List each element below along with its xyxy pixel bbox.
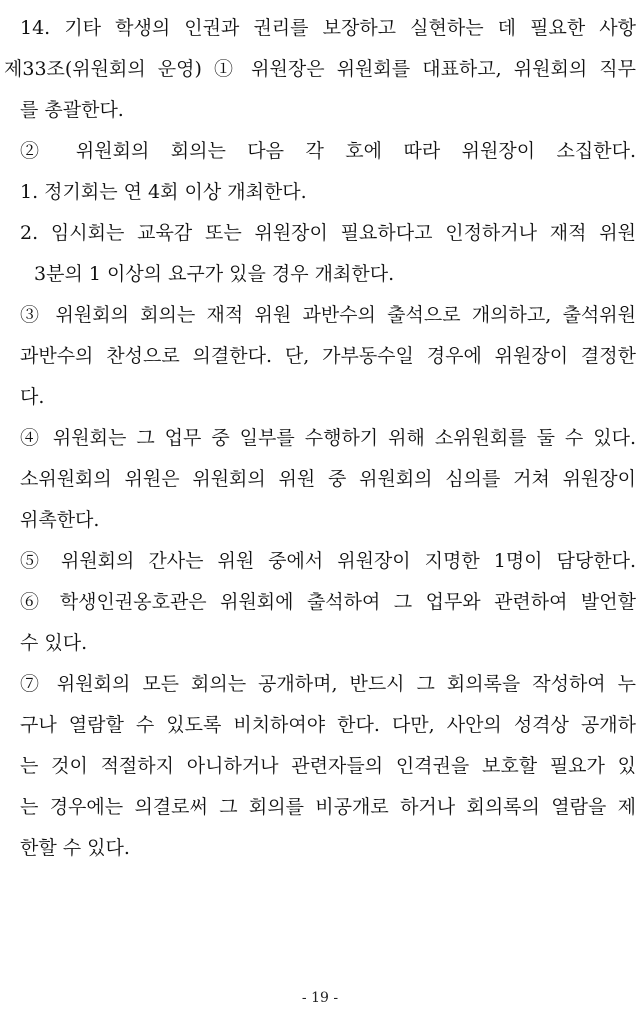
item-2-line-1: 2. 임시회는 교육감 또는 위원장이 필요하다고 인정하거나 재적 위원 <box>20 222 636 244</box>
item-14-line: 14. 기타 학생의 인권과 권리를 보장하고 실현하는 데 필요한 사항 <box>20 17 636 39</box>
paragraph-3-line-1: ③ 위원회의 회의는 재적 위원 과반수의 출석으로 개의하고, 출석위원 <box>20 304 636 326</box>
paragraph-3-line-2: 과반수의 찬성으로 의결한다. 단, 가부동수일 경우에 위원장이 결정한 <box>20 345 636 367</box>
paragraph-4-line-1: ④ 위원회는 그 업무 중 일부를 수행하기 위해 소위원회를 둘 수 있다. <box>20 427 636 449</box>
paragraph-7-line-1: ⑦ 위원회의 모든 회의는 공개하며, 반드시 그 회의록을 작성하여 누 <box>20 673 636 695</box>
paragraph-7-line-5: 한할 수 있다. <box>20 837 130 859</box>
paragraph-4-line-2: 소위원회의 위원은 위원회의 위원 중 위원회의 심의를 거쳐 위원장이 <box>20 468 636 490</box>
paragraph-7-line-3: 는 것이 적절하지 아니하거나 관련자들의 인격권을 보호할 필요가 있 <box>20 755 636 777</box>
article-33-line-1: 제33조(위원회의 운영) ① 위원장은 위원회를 대표하고, 위원회의 직무 <box>4 58 636 80</box>
page-number: - 19 - <box>301 990 339 1006</box>
article-33-line-2: 를 총괄한다. <box>20 99 124 121</box>
paragraph-2-line-1: ② 위원회의 회의는 다음 각 호에 따라 위원장이 소집한다. <box>20 140 636 162</box>
paragraph-5-line-1: ⑤ 위원회의 간사는 위원 중에서 위원장이 지명한 1명이 담당한다. <box>20 550 636 572</box>
paragraph-4-line-3: 위촉한다. <box>20 509 100 531</box>
paragraph-7-line-2: 구나 열람할 수 있도록 비치하여야 한다. 다만, 사안의 성격상 공개하 <box>20 714 636 736</box>
paragraph-3-line-3: 다. <box>20 386 45 408</box>
item-1-line: 1. 정기회는 연 4회 이상 개최한다. <box>20 181 307 203</box>
item-2-line-2: 3분의 1 이상의 요구가 있을 경우 개최한다. <box>34 263 395 285</box>
paragraph-6-line-1: ⑥ 학생인권옹호관은 위원회에 출석하여 그 업무와 관련하여 발언할 <box>20 591 636 613</box>
paragraph-7-line-4: 는 경우에는 의결로써 그 회의를 비공개로 하거나 회의록의 열람을 제 <box>20 796 636 818</box>
paragraph-6-line-2: 수 있다. <box>20 632 88 654</box>
